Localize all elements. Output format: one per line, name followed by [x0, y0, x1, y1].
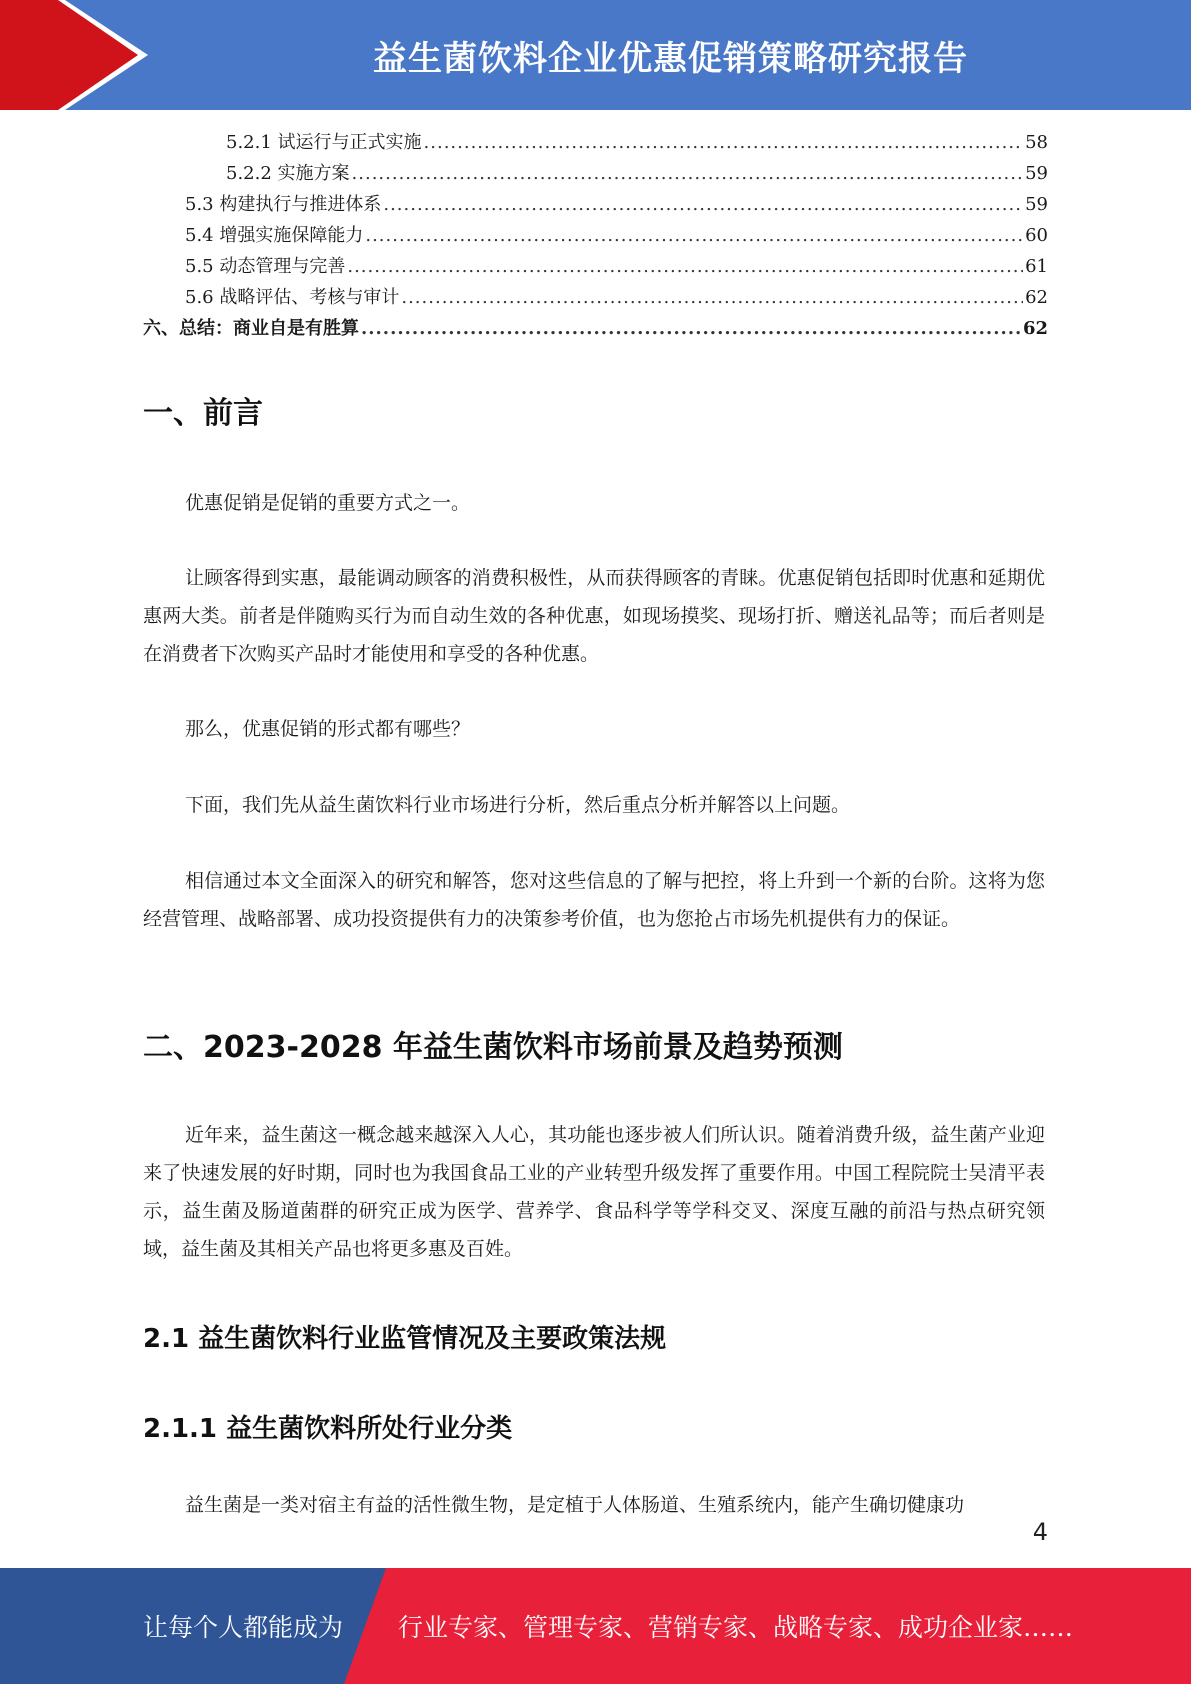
toc-leader — [361, 318, 1021, 339]
toc-leader — [401, 287, 1023, 308]
toc-label: 5.3 构建执行与推进体系 — [185, 194, 382, 215]
toc-item[interactable] — [143, 314, 1048, 345]
toc-page: 59 — [1025, 163, 1048, 184]
paragraph: 近年来，益生菌这一概念越来越深入人心，其功能也逐步被人们所认识。随着消费升级，益生菌产业迎来了快速发展的好时期，同时也为我国食品工业的产业转型升级发挥了重要作用。中国工程院院士吴清平表示，益生菌及肠道菌群的研究正成为医学、营养学、食品科学等学科交叉、深度互融的前沿与热点研究领域，益生菌及其相关产品也将更多惠及百姓。 — [143, 1124, 1045, 1260]
toc-item[interactable] — [143, 252, 1048, 283]
toc-page: 58 — [1025, 132, 1048, 153]
paragraph: 下面，我们先从益生菌饮料行业市场进行分析，然后重点分析并解答以上问题。 — [185, 794, 851, 816]
subsection-2-1-heading: 2.1 益生菌饮料行业监管情况及主要政策法规 — [143, 1324, 667, 1354]
toc-page: 60 — [1025, 225, 1048, 246]
toc-item[interactable] — [143, 190, 1048, 221]
paragraph: 相信通过本文全面深入的研究和解答，您对这些信息的了解与把控，将上升到一个新的台阶。这将为您经营管理、战略部署、成功投资提供有力的决策参考价值，也为您抢占市场先机提供有力的保证。 — [143, 870, 1045, 930]
toc-label: 六、总结：商业自是有胜算 — [143, 318, 359, 339]
toc-item[interactable] — [143, 283, 1048, 314]
page-number: 4 — [1032, 1518, 1048, 1546]
toc-page: 59 — [1025, 194, 1048, 215]
section-1-heading: 一、前言 — [143, 396, 263, 431]
toc-item[interactable] — [143, 221, 1048, 252]
paragraph: 优惠促销是促销的重要方式之一。 — [185, 492, 471, 514]
toc-leader — [424, 132, 1024, 153]
toc-label: 5.2.1 试运行与正式实施 — [226, 132, 422, 153]
toc-leader — [365, 225, 1023, 246]
report-title: 益生菌饮料企业优惠促销策略研究报告 — [373, 38, 968, 79]
table-of-contents — [143, 128, 1048, 345]
toc-label: 5.6 战略评估、考核与审计 — [185, 287, 400, 308]
footer-slogan-left: 让每个人都能成为 — [143, 1613, 344, 1642]
paragraph: 益生菌是一类对宿主有益的活性微生物，是定植于人体肠道、生殖系统内，能产生确切健康功 — [185, 1494, 965, 1516]
header-banner — [0, 0, 1191, 110]
footer-banner — [0, 1568, 1191, 1684]
paragraph: 让顾客得到实惠，最能调动顾客的消费积极性，从而获得顾客的青睐。优惠促销包括即时优惠和延期优惠两大类。前者是伴随购买行为而自动生效的各种优惠，如现场摸奖、现场打折、赠送礼品等；而后者则是在消费者下次购买产品时才能使用和享受的各种优惠。 — [143, 567, 1045, 665]
toc-label: 5.2.2 实施方案 — [226, 163, 350, 184]
toc-leader — [347, 256, 1023, 277]
toc-page: 61 — [1025, 256, 1048, 277]
toc-page: 62 — [1025, 287, 1048, 308]
toc-item[interactable] — [143, 128, 1048, 159]
toc-item[interactable] — [143, 159, 1048, 190]
paragraph: 那么，优惠促销的形式都有哪些？ — [185, 718, 471, 740]
toc-label: 5.5 动态管理与完善 — [185, 256, 346, 277]
toc-page: 62 — [1022, 318, 1048, 339]
section-2-heading: 二、2023-2028 年益生菌饮料市场前景及趋势预测 — [143, 1030, 843, 1065]
toc-leader — [383, 194, 1023, 215]
subsection-2-1-1-heading: 2.1.1 益生菌饮料所处行业分类 — [143, 1414, 513, 1444]
footer-slogan-right: 行业专家、管理专家、营销专家、战略专家、成功企业家…… — [398, 1613, 1074, 1642]
toc-label: 5.4 增强实施保障能力 — [185, 225, 364, 246]
red-arrow-icon — [0, 0, 170, 110]
toc-leader — [352, 163, 1024, 184]
